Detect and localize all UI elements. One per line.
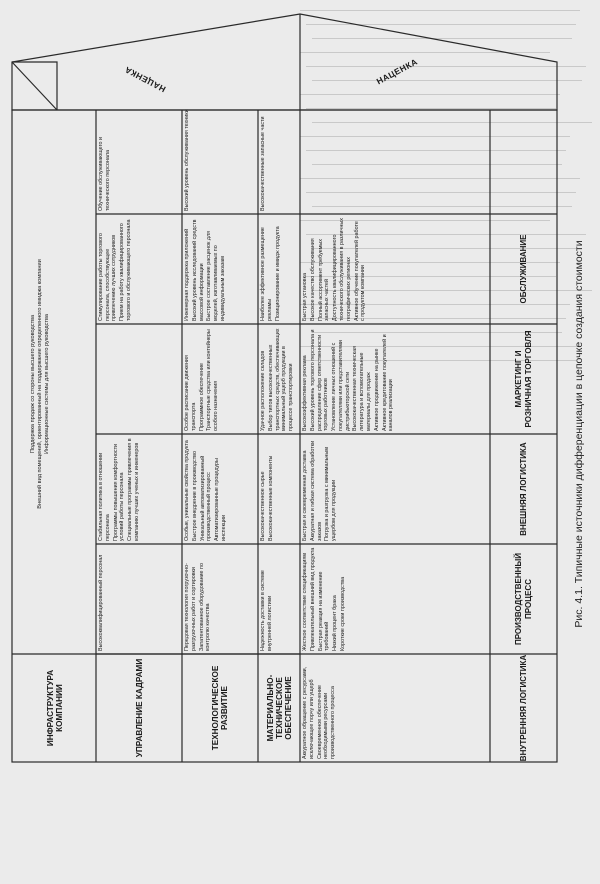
primary-cell-4-item: Высокое качество обслуживания [309,238,316,321]
primary-cell-3-item: Активное кредитование покупателей и каналов реализации [381,334,395,431]
primary-cell-1-item: Короткие сроки производства [340,576,347,651]
col-label-inbound: ВНУТРЕННЯЯ ЛОГИСТИКА [518,654,528,762]
primary-cell-3-item: Установление личных отношений с покупателями или представителями дистрибьюторской сети [331,340,351,431]
procurement-cell-2-item: Выбор типов высококачественных транспортных средств, обеспечивающих минимальный ущерб продукции в процессе транспортировки [267,328,294,431]
col-label-operations: ПРОИЗВОДСТВЕННЫЙ ПРОЦЕСС [514,552,533,646]
row-label-tech: ТЕХНОЛОГИЧЕСКОЕ РАЗВИТИЕ [211,665,229,751]
primary-cell-4 [300,214,490,324]
hr-cell-3 [96,214,182,324]
procurement-cell-4-item: Высококачественные запасные части [260,116,266,211]
hr-cell-3-item: Стимулирование работы торгового персонала, способствующее привлечению лучших сотрудников [98,233,118,321]
infra-line-2: Внешний вид помещений, ориентированный на поддержание определенного имиджа компании [37,259,43,509]
row-label-procurement: МАТЕРИАЛЬНО-ТЕХНИЧЕСКОЕ ОБЕСПЕЧЕНИЕ [265,674,293,742]
primary-cell-1 [300,544,490,654]
tech-cell-2-item: Транспортные средства или контейнеры особого назначения [206,329,220,431]
procurement-cell-2 [258,324,300,434]
hr-cell-0-item: Высококвалифицированный персонал [98,554,104,651]
roof-outline [12,14,557,110]
tech-cell-2-item: Программное обеспечение [198,363,205,431]
infra-line-1: Поддержка продаж со стороны высшего руководства [30,314,36,454]
primary-cell-3-item: Высококачественная техническая литература и вспомогательные материалы для продаж [352,345,372,431]
tech-cell-1 [182,434,258,544]
procurement-cell-0 [258,544,300,654]
procurement-cell-3 [258,214,300,324]
procurement-cell-3-item: Позиционирование и имидж продукта [274,226,281,321]
tech-cell-3-item: Высокий уровень исследований средств массовой информации [191,219,205,321]
procurement-cell-1-item: Высококачественное сырье [260,471,266,541]
tech-cell-3-item: Инженерная поддержка приложений [184,228,190,321]
tech-cell-2 [182,324,258,434]
procurement-cell-4 [258,104,300,214]
markup-label-upper: НАЦЕНКА [122,64,168,95]
hr-cell-3-item: Прием на работу квалифицированного торгового и обслуживающего персонала [119,219,132,321]
hr-cell-0 [96,544,182,654]
hr-cell-4-item: Обучение обслуживающего и технического персонала [98,137,111,211]
primary-cell-3 [300,324,490,434]
primary-cell-4-item: Доступность квалифицированного технического обслуживания в различных географических регионах [332,218,352,321]
primary-cell-0 [300,654,490,762]
primary-cell-2-item: Аккуратная и гибкая система обработки заказов [309,440,323,541]
procurement-cell-3-item: Наиболее эффективное размещение рекламы [260,227,273,321]
procurement-cell-0-item: Надежность доставки в системе внутренней логистики [260,570,273,651]
primary-cell-2 [300,434,490,544]
tech-cell-0 [182,544,258,654]
primary-cell-4-item: Активное обучение покупателей работе с продуктом компании [353,221,367,321]
primary-cell-3-item: Высокий уровень торгового персонала и распределение сфер ответственности торговых работников [309,329,330,431]
primary-cell-3-item: Высокоэффективная реклама [302,355,308,431]
infrastructure-text [30,124,51,644]
primary-cell-4-item: Быстрая установка [302,272,308,321]
primary-cell-4-item: Полный ассортимент требуемых запасных частей [317,239,331,321]
tech-cell-4-item: Высокий уровень обслуживания техники [184,109,190,211]
row-label-hr: УПРАВЛЕНИЕ КАДРАМИ [134,658,144,758]
col-label-service: ОБСЛУЖИВАНИЕ [518,234,528,304]
procurement-cell-2-item: Удачное расположение складов [260,350,266,431]
col-label-outbound: ВНЕШНЯЯ ЛОГИСТИКА [518,442,528,536]
primary-cell-2-item: Быстрая и своевременная доставка [302,450,308,541]
roof-edge-upper [12,62,57,110]
row-label-infrastructure: ИНФРАСТРУКТУРА КОМПАНИИ [46,669,64,747]
tech-cell-1-item: Автоматизированные процедуры инспекции [214,458,228,541]
tech-cell-3-item: Быстрое составление расценок для моделей, изготавливаемых по индивидуальным заказам [206,230,226,321]
infra-line-3: Информационные системы для высшего руководства [44,313,50,455]
figure-caption: Рис. 4.1. Типичные источники дифференциации в цепочке создания стоимости [573,240,585,628]
hr-cell-1-item: Программы повышения комфортности условий работы персонала [112,443,126,541]
hr-cell-4 [96,104,182,214]
hr-cell-2 [96,324,182,434]
tech-cell-3 [182,214,258,324]
hr-cell-1-item: Стабильная политика в отношении персонала [98,452,111,541]
markup-label-lower: НАЦЕНКА [374,56,420,87]
primary-cell-0-item: Своевременное обеспечение необходимыми ресурсами производственного процесса [316,685,336,759]
primary-cell-1-item: Быстрая реакция на изменение требований [317,571,331,651]
primary-cell-1-item: Жесткое соответствие спецификациям [302,552,308,651]
procurement-cell-1-item: Высококачественные компоненты [267,455,274,541]
primary-cell-1-item: Низкий процент брака [332,595,339,651]
tech-cell-1-item: Особые, уникальные свойства продукта [184,440,190,541]
tech-cell-1-item: Уникальный автоматизированный производственный процесс [199,455,213,541]
tech-cell-0-item: Передовая технология погрузочно-разгрузочных работ и сортировки [184,563,197,651]
tech-cell-1-item: Быстрое внедрение в производство [191,451,198,541]
primary-cell-2-item: Погрузка и разгрузка с минимальным ущербом для продукции [324,447,338,541]
col-label-marketing: МАРКЕТИНГ И РОЗНИЧНАЯ ТОРГОВЛЯ [514,330,533,428]
hr-cell-1 [96,434,182,544]
tech-cell-2-item: Особое расписание движения транспорта [184,355,197,431]
primary-cell-1-item: Привлекательный внешний вид продукта [309,547,316,651]
primary-cell-0-item: Аккуратное обращение с ресурсами, исключающее порчу или ущерб [302,666,315,759]
tech-cell-0-item: Запатентованное оборудование по контролю качества [198,563,212,651]
primary-cell-3-item: Активное продвижение на рынке [373,348,380,431]
hr-cell-1-item: Специальные программы привлечения в компанию лучших ученых и инженеров [127,438,140,541]
tech-cell-4 [182,104,258,214]
procurement-cell-1 [258,434,300,544]
